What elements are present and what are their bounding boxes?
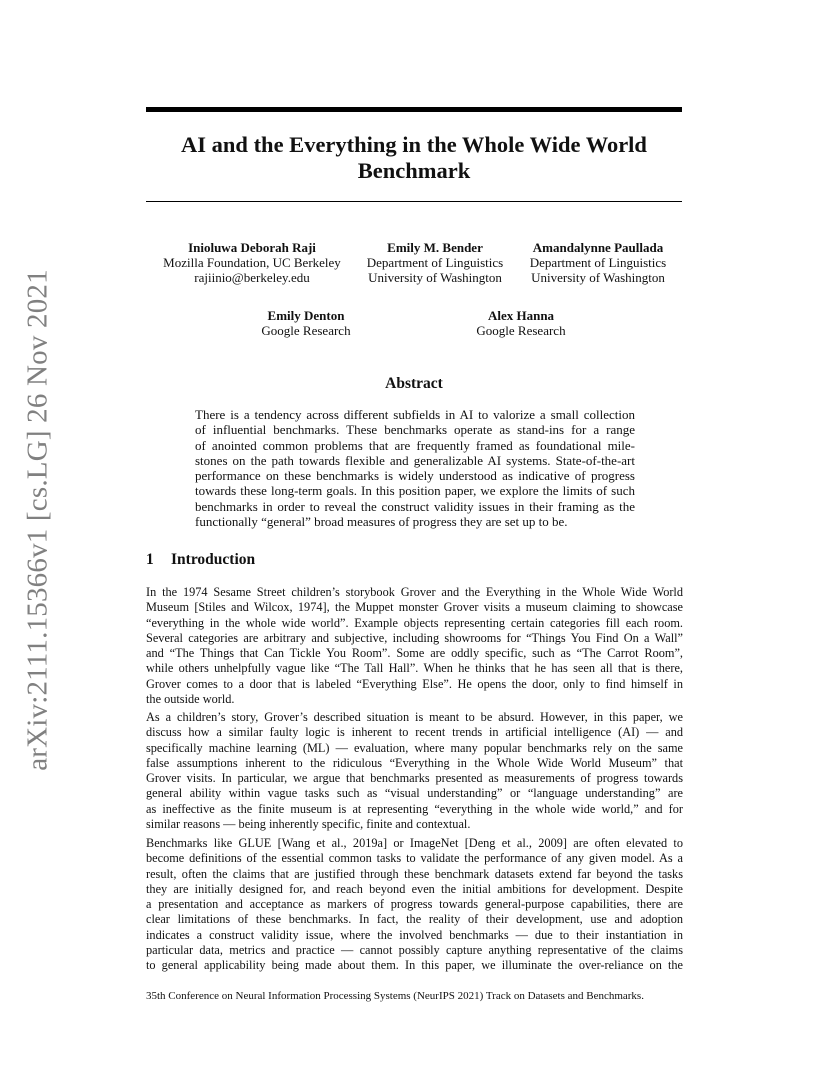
paragraph-line: false assumptions inherent to the ridiculous “Everything in the Whole Wide World Museum” that — [146, 755, 683, 770]
paragraph-line: result, often the claims that are justified through these benchmark datasets extend far beyond the tasks — [146, 866, 683, 881]
abstract-line: towards these long-term goals. In this position paper, we explore the limits of such — [195, 483, 635, 499]
paragraph-line: Grover visits. In particular, we argue that benchmarks presented as measurements of progress towards — [146, 771, 683, 786]
paragraph-line: discuss how a similar faulty logic is inherent to recent trends in artificial intelligence (AI) — and — [146, 725, 683, 740]
abstract-line: of influential benchmarks. These benchmarks operate as stand-ins for a range — [195, 422, 635, 438]
paragraph-line: they are initially designed for, and reach beyond even the initial ambitions for development. Despite — [146, 881, 683, 896]
paper-title — [146, 132, 682, 184]
paragraph-line: general ability within vague tasks such as “visual understanding” or “language understanding” are — [146, 786, 683, 801]
paragraph-line: and “The Things that Can Tickle You Room”. Some are oddly specific, such as “The Carrot Room”, — [146, 646, 683, 661]
author-institution: University of Washington — [368, 270, 502, 285]
author-block — [358, 240, 512, 285]
paragraph-line: while others unhelpfully vague like “The Tall Hall”. When he thinks that he has seen all that is there, — [146, 661, 683, 676]
paragraph-line: indicates a construct validity issue, where the involved benchmarks — due to their instantiation in — [146, 927, 683, 942]
author-name: Emily M. Bender — [387, 240, 483, 255]
paragraph-line: to general applicability being made about them. In this paper, we illuminate the over-reliance on the — [146, 958, 683, 973]
author-affiliation: Google Research — [261, 323, 351, 338]
author-block — [461, 308, 581, 338]
body-paragraph — [146, 710, 683, 832]
abstract-line: There is a tendency across different subfields in AI to valorize a small collection — [195, 407, 635, 422]
abstract-body — [195, 407, 635, 529]
body-paragraph — [146, 836, 683, 974]
author-affiliation: Google Research — [476, 323, 566, 338]
paragraph-line: In the 1974 Sesame Street children’s storybook Grover and the Everything in the Whole Wide World — [146, 585, 683, 599]
abstract-line: of anointed common problems that are frequently framed as foundational mile- — [195, 437, 635, 453]
paragraph-line: “everything in the whole wide world”. Example objects representing certain categories fill each room. — [146, 615, 683, 630]
abstract-line: performance on these benchmarks is widely understood as indicative of progress — [195, 468, 635, 484]
title-line: Benchmark — [357, 158, 471, 183]
author-name: Amandalynne Paullada — [532, 240, 664, 255]
author-affiliation: Mozilla Foundation, UC Berkeley — [163, 255, 341, 270]
paragraph-line: particular data, metrics and practice — cannot possibly capture anything representative of the claims — [146, 943, 683, 958]
author-name: Alex Hanna — [487, 308, 555, 323]
paragraph-line: clear limitations of these benchmarks. In fact, the reality of their development, use and adoption — [146, 912, 683, 927]
author-institution: University of Washington — [531, 270, 665, 285]
author-affiliation: Department of Linguistics — [529, 255, 667, 270]
section-heading-introduction — [146, 551, 255, 569]
paragraph-line: Benchmarks like GLUE [Wang et al., 2019a] or ImageNet [Deng et al., 2009] are often elevated to — [146, 836, 683, 850]
abstract-line: benchmarks in order to reveal the construct validity issues in their framing as the — [195, 498, 635, 514]
title-line: AI and the Everything in the Whole Wide World — [181, 132, 647, 157]
title-top-rule — [146, 107, 682, 112]
author-block — [246, 308, 366, 338]
author-block — [146, 240, 358, 285]
paragraph-line: become definitions of the essential common tasks to validate the performance of any given model. As a — [146, 851, 683, 866]
paragraph-line: Several categories are arbitrary and subjective, including showrooms for “Things You Find On a Wall” — [146, 630, 683, 645]
section-number: 1 — [146, 551, 154, 568]
paragraph-line: Museum [Stiles and Wilcox, 1974], the Muppet monster Grover visits a museum claiming to showcase — [146, 600, 683, 615]
abstract-heading: Abstract — [385, 375, 443, 392]
paragraph-line: specifically machine learning (ML) — evaluation, where many popular benchmarks rely on the same — [146, 740, 683, 755]
section-title: Introduction — [171, 551, 256, 568]
conference-footnote: 35th Conference on Neural Information Processing Systems (NeurIPS 2021) Track on Datasets and Benchmarks. — [146, 990, 644, 1002]
title-bottom-rule — [146, 201, 682, 202]
paragraph-line: As a children’s story, Grover’s described situation is meant to be absurd. However, in this paper, we — [146, 710, 683, 724]
paragraph-line: Grover comes to a door that is labeled “Everything Else”. He opens the door, only to find himself in — [146, 676, 683, 691]
body-paragraph — [146, 585, 683, 707]
paragraph-line: the outside world. — [146, 692, 235, 707]
author-affiliation: Department of Linguistics — [366, 255, 504, 270]
author-name: Emily Denton — [267, 308, 345, 323]
paragraph-line: as ineffective as the finite museum is at representing “everything in the whole wide world,” and for — [146, 801, 683, 816]
abstract-line: stones on the path towards flexible and generalizable AI systems. State-of-the-art — [195, 452, 635, 468]
paragraph-line: similar reasons — being inherently specific, finite and contextual. — [146, 817, 471, 832]
author-block — [518, 240, 678, 285]
abstract-line: functionally “general” broad measures of progress they are set up to be. — [195, 514, 568, 530]
author-name: Inioluwa Deborah Raji — [188, 240, 316, 255]
paragraph-line: a presentation and acceptance as markers of progress towards general-purpose capabilities, there are — [146, 897, 683, 912]
arxiv-identifier-stamp[interactable]: arXiv:2111.15366v1 [cs.LG] 26 Nov 2021 — [21, 269, 54, 771]
author-email[interactable]: rajiinio@berkeley.edu — [194, 270, 310, 285]
